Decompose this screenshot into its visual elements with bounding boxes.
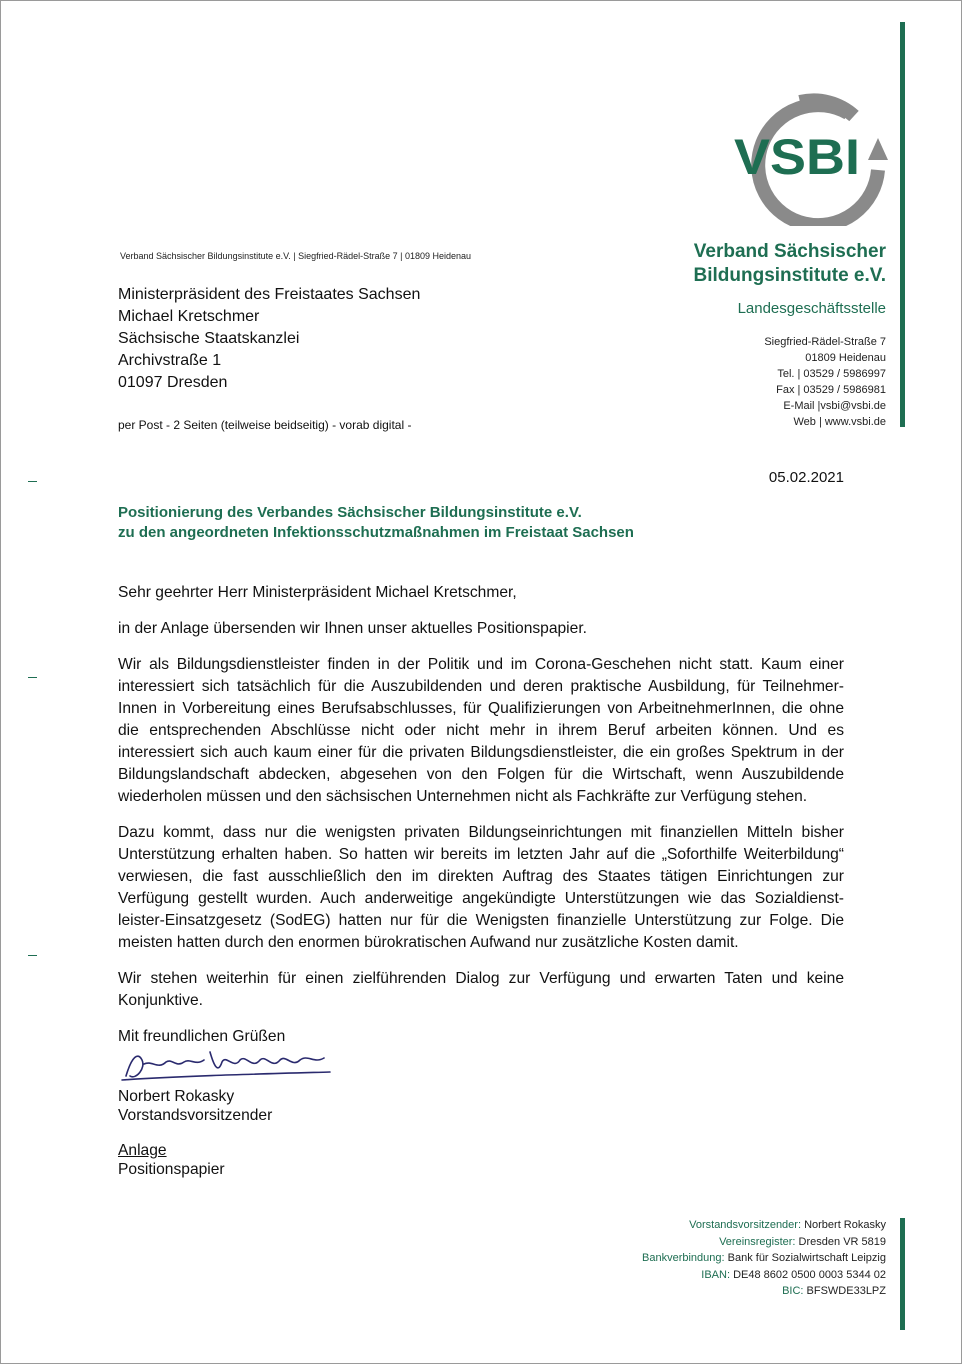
- footer-line: [642, 1234, 886, 1251]
- handwritten-signature: [118, 1046, 338, 1086]
- paragraph: Dazu kommt, dass nur die wenigsten privaten Bildungseinrichtungen mit finanziellen Mitteln bisher Unterstützung erhalten haben. So hatten wir bereits im letzten Jahr auf die „Soforthilfe Weiterbildung“ verwiesen, die fast ausschließlich den im direkten Auftrag des Staates tätigen Einrichtungen zur Verfügung gestellt wurden. Auch anderweitige angekündigte Unterstützungen wie das Sozialdienst-leister-Einsatzgesetz (SodEG) hatten nur für die Wenigsten finanzielle Unterstützung zur Folge. Die meisten hatten durch den enormen bürokratischen Aufwand nur zusätzliche Kosten damit.: [118, 824, 844, 951]
- footer-label: Vereinsregister:: [719, 1235, 796, 1248]
- subject-line-1: Positionierung des Verbandes Sächsischer Bildungsinstitute e.V.: [118, 504, 582, 521]
- fold-mark: [28, 481, 37, 482]
- closing: Mit freundlichen Grüßen: [118, 1028, 286, 1045]
- footer-info: [642, 1217, 886, 1300]
- paragraph: in der Anlage übersenden wir Ihnen unser aktuelles Positionspapier.: [118, 620, 587, 637]
- org-name-line-2: Bildungsinstitute e.V.: [693, 265, 886, 286]
- footer-label: BIC:: [782, 1285, 804, 1297]
- attachment-item: Positionspapier: [118, 1161, 225, 1178]
- attachment-block: [118, 1141, 225, 1179]
- recipient-address: [118, 284, 420, 394]
- sender-return-line: Verband Sächsischer Bildungsinstitute e.V. | Siegfried-Rädel-Straße 7 | 01809 Heidenau: [120, 251, 472, 261]
- footer-value: Dresden VR 5819: [795, 1235, 886, 1248]
- office-label: Landesgeschäftsstelle: [737, 300, 886, 317]
- footer-line: [642, 1217, 886, 1234]
- signer-title: Vorstandsvorsitzender: [118, 1107, 273, 1124]
- contact-fax: Fax | 03529 / 5986981: [776, 384, 886, 396]
- attachment-label: Anlage: [118, 1142, 167, 1159]
- footer-line: [642, 1283, 886, 1300]
- salutation: Sehr geehrter Herr Ministerpräsident Michael Kretschmer,: [118, 584, 517, 601]
- contact-city: 01809 Heidenau: [805, 352, 886, 364]
- organization-name: [694, 240, 887, 288]
- footer-value: BFSWDE33LPZ: [803, 1285, 886, 1297]
- contact-web: Web | www.vsbi.de: [793, 416, 886, 428]
- delivery-note: per Post - 2 Seiten (teilweise beidseitig) - vorab digital -: [118, 418, 412, 432]
- paragraph: Wir als Bildungsdienstleister finden in der Politik und im Corona-Geschehen nicht statt. Kaum einer interessiert sich tatsächlich für die Auszubildenden und deren praktische Ausbildung, für Teilnehmer-Innen in Vorbereitung eines Berufsabschlusses, für Qualifizierungen von ArbeitnehmerInnen, die ohne die entsprechenden Abschlüsse nicht oder nicht mehr in ihrem Beruf arbeiten können. Und es interessiert sich auch kaum einer für die privaten Bildungsdienstleister, die ein großes Spektrum in der Bildungslandschaft abdecken, abgesehen von den Folgen für die Wirtschaft, wenn Auszubildende wiederholen müssen und den sächsischen Unternehmen nicht als Fachkräfte zur Verfügung stehen.: [118, 656, 844, 805]
- contact-block: [764, 334, 886, 430]
- recipient-line: Sächsische Staatskanzlei: [118, 330, 300, 347]
- footer-line: [642, 1267, 886, 1284]
- fold-mark: [28, 955, 37, 956]
- signer-name: Norbert Rokasky: [118, 1088, 235, 1105]
- footer-label: Bankverbindung:: [642, 1252, 725, 1264]
- recipient-line: Ministerpräsident des Freistaates Sachsen: [118, 286, 421, 303]
- letter-date: 05.02.2021: [768, 469, 844, 486]
- footer-value: DE48 8602 0500 0003 5344 02: [730, 1268, 886, 1281]
- org-name-line-1: Verband Sächsischer: [693, 241, 886, 262]
- green-accent-bar-top: [900, 22, 905, 427]
- footer-value: Norbert Rokasky: [801, 1219, 886, 1231]
- green-accent-bar-bottom: [900, 1218, 905, 1330]
- fold-mark: [28, 677, 37, 678]
- letter-body: [118, 582, 844, 1026]
- footer-value: Bank für Sozialwirtschaft Leipzig: [724, 1252, 886, 1264]
- vsbi-logo: [728, 88, 898, 226]
- subject: [118, 503, 634, 543]
- subject-line-2: zu den angeordneten Infektionsschutzmaßnahmen im Freistaat Sachsen: [118, 524, 634, 541]
- contact-street: Siegfried-Rädel-Straße 7: [764, 336, 886, 348]
- recipient-line: Archivstraße 1: [118, 352, 222, 369]
- recipient-line: Michael Kretschmer: [118, 308, 260, 325]
- signer-block: [118, 1087, 272, 1125]
- contact-email: E-Mail |vsbi@vsbi.de: [783, 400, 886, 412]
- footer-line: [642, 1250, 886, 1267]
- logo-text: VSBI: [734, 129, 860, 185]
- paragraph: Wir stehen weiterhin für einen zielführenden Dialog zur Verfügung und erwarten Taten und keine Konjunktive.: [118, 970, 844, 1009]
- footer-label: Vorstandsvorsitzender:: [689, 1219, 802, 1231]
- recipient-line: 01097 Dresden: [118, 374, 228, 391]
- contact-phone: Tel. | 03529 / 5986997: [777, 368, 886, 380]
- footer-label: IBAN:: [701, 1268, 731, 1281]
